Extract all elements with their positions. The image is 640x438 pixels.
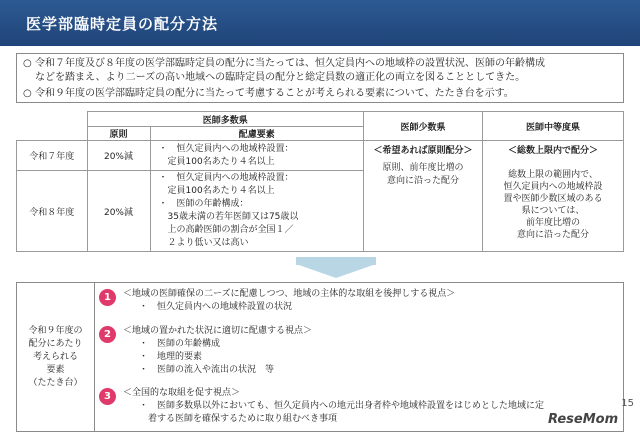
- mid-line: 前年度比増の: [525, 218, 580, 228]
- few-line: 意向に沿った配分: [386, 176, 459, 186]
- page-number: 15: [621, 398, 634, 409]
- item-sub: ・ 恒久定員内への地域枠設置の状況: [139, 302, 293, 312]
- allocation-table: [16, 111, 624, 252]
- item-sub: ・ 医師の年齢構成: [139, 339, 221, 349]
- few-line: 原則、前年度比増の: [382, 163, 464, 173]
- lower-label-line: 令和９年度の: [28, 325, 83, 336]
- lower-label-line: （たたき台）: [28, 377, 83, 388]
- factor-line: ２より低い又は高い: [158, 238, 249, 248]
- header-many: 医師多数県: [87, 112, 364, 127]
- intro-text: 令和９年度の医学部臨時定員の配分に当たって考慮することが考えられる要素について、たたき台を示す。: [35, 88, 514, 99]
- few-heading: ＜希望あれば原則配分＞: [373, 146, 473, 156]
- factor-line: ・ 恒久定員内への地域枠設置：: [158, 173, 294, 183]
- factors-r8: [150, 171, 364, 252]
- mid-cell: [483, 141, 624, 252]
- item-heading: ＜地域の医師確保の二ーズに配慮しつつ、地域の主体的な取組を後押しする視点＞: [123, 289, 456, 299]
- intro-text: などを踏まえ、より二ーズの高い地域への臨時定員の配分と総定員数の適正化の両立を図ることとしてきた。: [35, 72, 526, 83]
- factor-line: 定員100名あたり４名以上: [158, 186, 275, 196]
- title-bar: [0, 0, 640, 46]
- item-sub: ・ 医師多数県以外においても、恒久定員内への地元出身者枠や地域枠設置をはじめとした地域に定: [139, 401, 545, 411]
- intro-box: [16, 53, 624, 103]
- principle-r7: 20%減: [87, 141, 150, 171]
- item-heading: ＜地域の置かれた状況に適切に配慮する視点＞: [123, 326, 313, 336]
- item-heading: ＜全国的な取組を促す視点＞: [123, 388, 241, 398]
- intro-bullet: ○: [23, 58, 32, 69]
- lower-box: [16, 282, 624, 432]
- mid-line: 恒久定員内への地域枠設: [503, 182, 603, 192]
- number-badge: 2: [99, 326, 116, 343]
- mid-line: 県については、: [521, 206, 585, 216]
- lower-label: [17, 283, 95, 431]
- few-cell: [364, 141, 483, 252]
- item-sub: ・ 医師の流入や流出の状況 等: [139, 365, 275, 375]
- watermark-logo: ReseMom: [548, 412, 619, 427]
- item-sub: ・ 地理的要素: [139, 352, 203, 362]
- row-label-r8: 令和８年度: [17, 171, 88, 252]
- mid-line: 意向に沿った配分: [516, 230, 589, 240]
- lower-label-line: 考えられる: [32, 351, 78, 362]
- lower-label-line: 配分にあたり: [28, 338, 83, 349]
- header-mid: 医師中等度県: [483, 112, 624, 141]
- header-principle: 原則: [87, 127, 150, 141]
- factor-line: 上の高齢医師の割合が全国１／: [158, 225, 294, 235]
- factor-line: ・ 恒久定員内への地域枠設置：: [158, 143, 294, 154]
- row-label-r7: 令和７年度: [17, 141, 88, 171]
- mid-line: 置や医師少数区域のある: [503, 194, 603, 204]
- intro-line-2: [35, 70, 525, 85]
- header-factors: 配慮要素: [150, 127, 364, 141]
- principle-r8: 20%減: [87, 171, 150, 252]
- lower-label-line: 要素: [46, 364, 65, 375]
- number-badge: 1: [99, 289, 116, 306]
- table-corner: [17, 112, 88, 141]
- down-arrow-icon: [296, 264, 376, 278]
- number-badge: 3: [99, 388, 116, 405]
- mid-heading: ＜総数上限内で配分＞: [507, 146, 598, 156]
- intro-text: 令和７年度及び８年度の医学部臨時定員の配分に当たっては、恒久定員内への地域枠の設置状況、医師の年齢構成: [35, 58, 545, 69]
- intro-line-1: [23, 56, 545, 71]
- factor-line: 定員100名あたり４名以上: [158, 156, 275, 167]
- page-title: 医学部臨時定員の配分方法: [26, 15, 219, 33]
- factor-line: ・ 医師の年齢構成：: [158, 199, 249, 209]
- mid-line: 総数上限の範囲内で、: [508, 170, 598, 180]
- intro-bullet: ○: [23, 88, 32, 99]
- factors-r7: [150, 141, 364, 171]
- factor-line: 35歳未満の若年医師又は75歳以: [158, 212, 299, 222]
- item-sub: 着する医師を確保するために取り組むべき事項: [139, 414, 338, 424]
- header-few: 医師少数県: [364, 112, 483, 141]
- intro-line-3: [23, 86, 514, 101]
